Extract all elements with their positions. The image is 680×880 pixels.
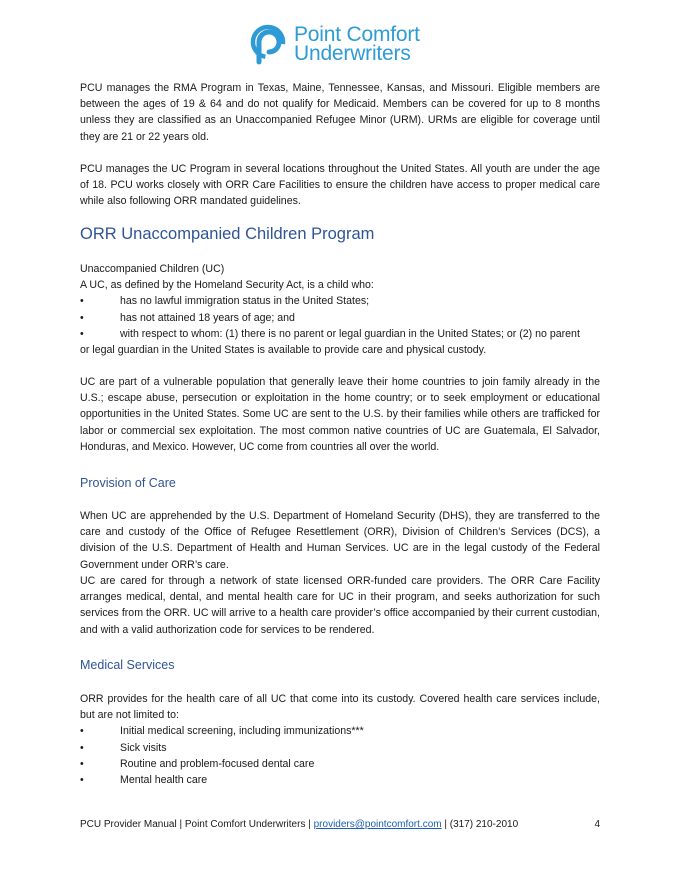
heading-orr-uc-program: ORR Unaccompanied Children Program: [80, 225, 375, 243]
list-item: • Sick visits: [80, 740, 600, 756]
page-footer: [80, 818, 600, 832]
logo-line-1: Point Comfort: [294, 23, 420, 46]
heading-provision-of-care: Provision of Care: [80, 476, 176, 490]
footer-suffix: | (317) 210-2010: [441, 819, 519, 830]
bullet-icon: •: [80, 311, 84, 324]
list-item: • has not attained 18 years of age; and: [80, 310, 600, 326]
care-paragraph-2: UC are cared for through a network of state licensed ORR-funded care providers. The ORR Care Facility arranges medical, dental, and mental health care for UC in their program, and seeks authorization for such services from the ORR. UC will arrive to a health care provider’s office accompanied by their current custodian, and with a valid authorization code for services to be rendered.: [80, 575, 600, 636]
footer-prefix: PCU Provider Manual | Point Comfort Underwriters |: [80, 819, 314, 830]
bullet-icon: •: [80, 327, 84, 340]
uc-definition-intro: A UC, as defined by the Homeland Security Act, is a child who:: [80, 279, 374, 292]
list-item: • with respect to whom: (1) there is no parent or legal guardian in the United States; or (2) no parent: [80, 326, 600, 342]
uc-subtitle: Unaccompanied Children (UC): [80, 263, 225, 275]
uc-population-paragraph: UC are part of a vulnerable population that generally leave their home countries to join family already in the U.S.; escape abuse, persecution or exploitation in the home country; or to seek employment or educational opportunities in the United States. Some UC are sent to the U.S. by their families while others are trafficked for labor or commercial sex exploitation. The most common native countries of UC are Guatemala, El Salvador, Honduras, and Mexico. However, UC come from countries all over the world.: [80, 376, 600, 453]
logo-line-2: Underwriters: [294, 42, 411, 65]
company-logo: [248, 22, 420, 66]
heading-medical-services: Medical Services: [80, 658, 175, 672]
logo-p-icon: [248, 22, 288, 66]
list-item: • has no lawful immigration status in the United States;: [80, 293, 600, 309]
logo-text: [294, 25, 420, 63]
bullet-icon: •: [80, 725, 84, 738]
uc-definition-block: [80, 261, 600, 358]
intro-paragraph-uc: PCU manages the UC Program in several locations throughout the United States. All youth are under the age of 18. PCU works closely with ORR Care Facilities to ensure the children have access to proper medical care while also following ORR mandated guidelines.: [80, 163, 600, 208]
footer-email-link[interactable]: providers@pointcomfort.com: [313, 819, 442, 830]
care-paragraph-1: When UC are apprehended by the U.S. Department of Homeland Security (DHS), they are transferred to the care and custody of the Office of Refugee Resettlement (ORR), Division of Children’s Services (DCS), a division of the U.S. Department of Health and Human Services. UC are in the legal custody of the Federal Government under ORR’s care.: [80, 510, 600, 571]
list-item: • Routine and problem-focused dental care: [80, 756, 600, 772]
bullet-icon: •: [80, 774, 84, 787]
list-item: • Mental health care: [80, 772, 600, 788]
bullet-icon: •: [80, 295, 84, 308]
bullet-icon: •: [80, 741, 84, 754]
medical-services-block: [80, 691, 600, 788]
bullet-icon: •: [80, 757, 84, 770]
medical-intro: ORR provides for the health care of all UC that come into its custody. Covered health care services include, but are not limited to:: [80, 693, 600, 722]
intro-paragraph-rma: PCU manages the RMA Program in Texas, Maine, Tennessee, Kansas, and Missouri. Eligible members are between the ages of 19 & 64 and do not qualify for Medicaid. Members can be covered for up to 8 months unless they are classified as an Unaccompanied Refugee Minor (URM). URMs are eligible for coverage until they are 21 or 22 years old.: [80, 82, 600, 143]
page-number: 4: [594, 819, 600, 830]
list-item: • Initial medical screening, including immunizations***: [80, 723, 600, 739]
list-item-continuation: or legal guardian in the United States is available to provide care and physical custody.: [80, 344, 487, 357]
